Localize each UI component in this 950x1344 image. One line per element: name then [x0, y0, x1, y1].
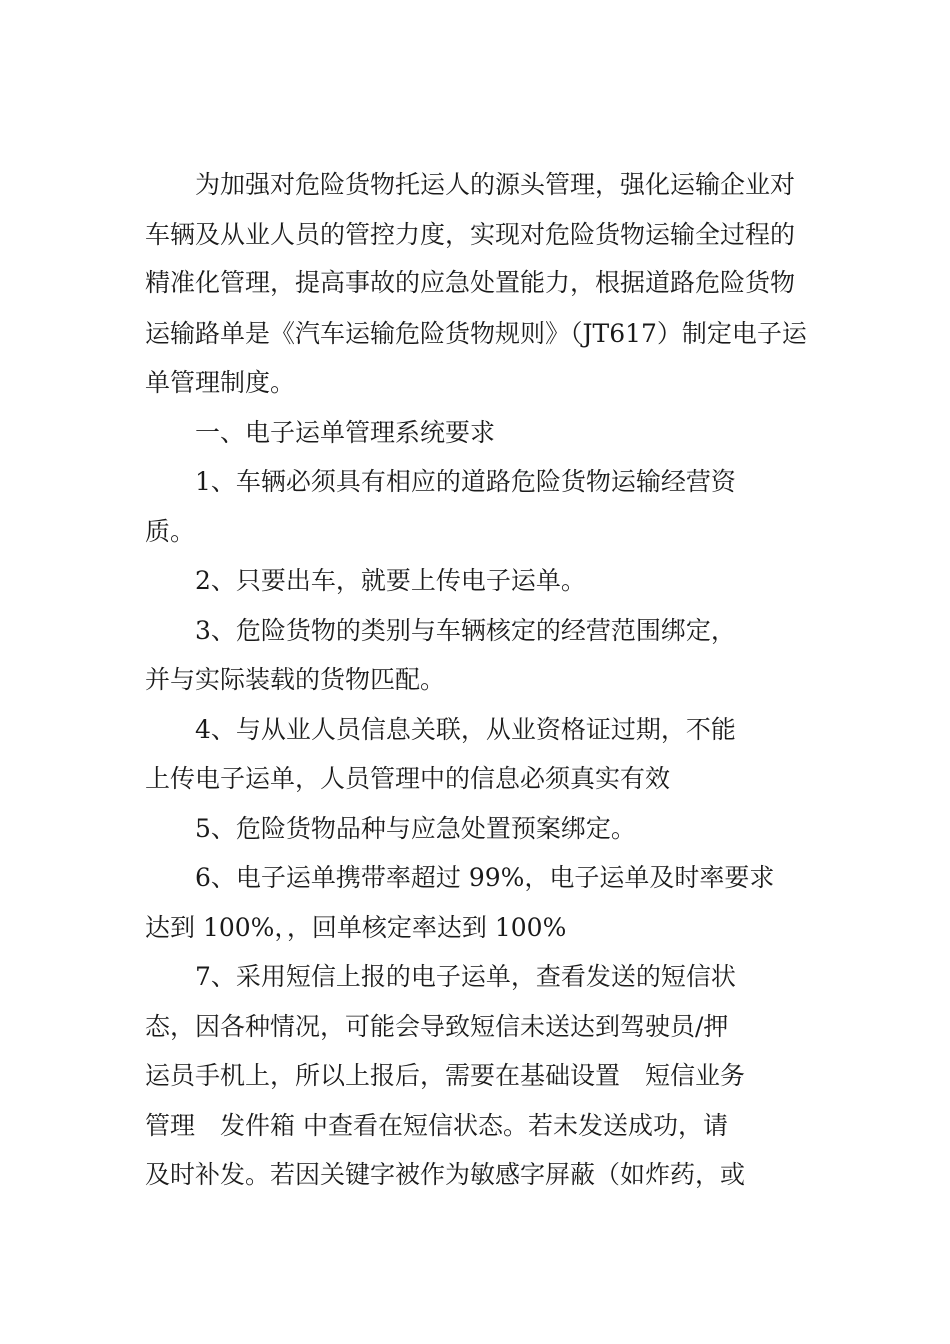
intro-line-5: 单管理制度。	[145, 368, 296, 397]
item-2-line-1: 2、只要出车，就要上传电子运单。	[195, 566, 586, 595]
item-6-line-1: 6、电子运单携带率超过 99%，电子运单及时率要求	[195, 863, 775, 892]
item-4-line-1: 4、与从业人员信息关联，从业资格证过期，不能	[195, 715, 736, 744]
item-3-line-1: 3、危险货物的类别与车辆核定的经营范围绑定，	[195, 616, 736, 645]
item-6-line-2: 达到 100%，，回单核定率达到 100%	[145, 913, 567, 942]
item-7-line-2: 态，因各种情况，可能会导致短信未送达到驾驶员/押	[145, 1012, 729, 1041]
intro-line-1: 为加强对危险货物托运人的源头管理，强化运输企业对	[195, 170, 796, 199]
item-3-line-2: 并与实际装载的货物匹配。	[145, 665, 446, 694]
item-5-line-1: 5、危险货物品种与应急处置预案绑定。	[195, 814, 636, 843]
section-heading: 一、电子运单管理系统要求	[195, 418, 496, 447]
item-1-line-1: 1、车辆必须具有相应的道路危险货物运输经营资	[195, 467, 736, 496]
intro-line-2: 车辆及从业人员的管控力度，实现对危险货物运输全过程的	[145, 220, 796, 249]
item-1-line-2: 质。	[145, 517, 196, 546]
item-4-line-2: 上传电子运单，人员管理中的信息必须真实有效	[145, 764, 671, 793]
item-7-line-4: 管理 发件箱 中查看在短信状态。若未发送成功，请	[145, 1111, 728, 1140]
item-7-line-3: 运员手机上，所以上报后，需要在基础设置 短信业务	[145, 1061, 746, 1090]
item-7-line-5: 及时补发。若因关键字被作为敏感字屏蔽（如炸药，或	[145, 1160, 746, 1189]
intro-line-4: 运输路单是《汽车运输危险货物规则》（JT617）制定电子运	[145, 319, 807, 348]
item-7-line-1: 7、采用短信上报的电子运单，查看发送的短信状	[195, 962, 736, 991]
intro-line-3: 精准化管理，提高事故的应急处置能力，根据道路危险货物	[145, 268, 796, 297]
